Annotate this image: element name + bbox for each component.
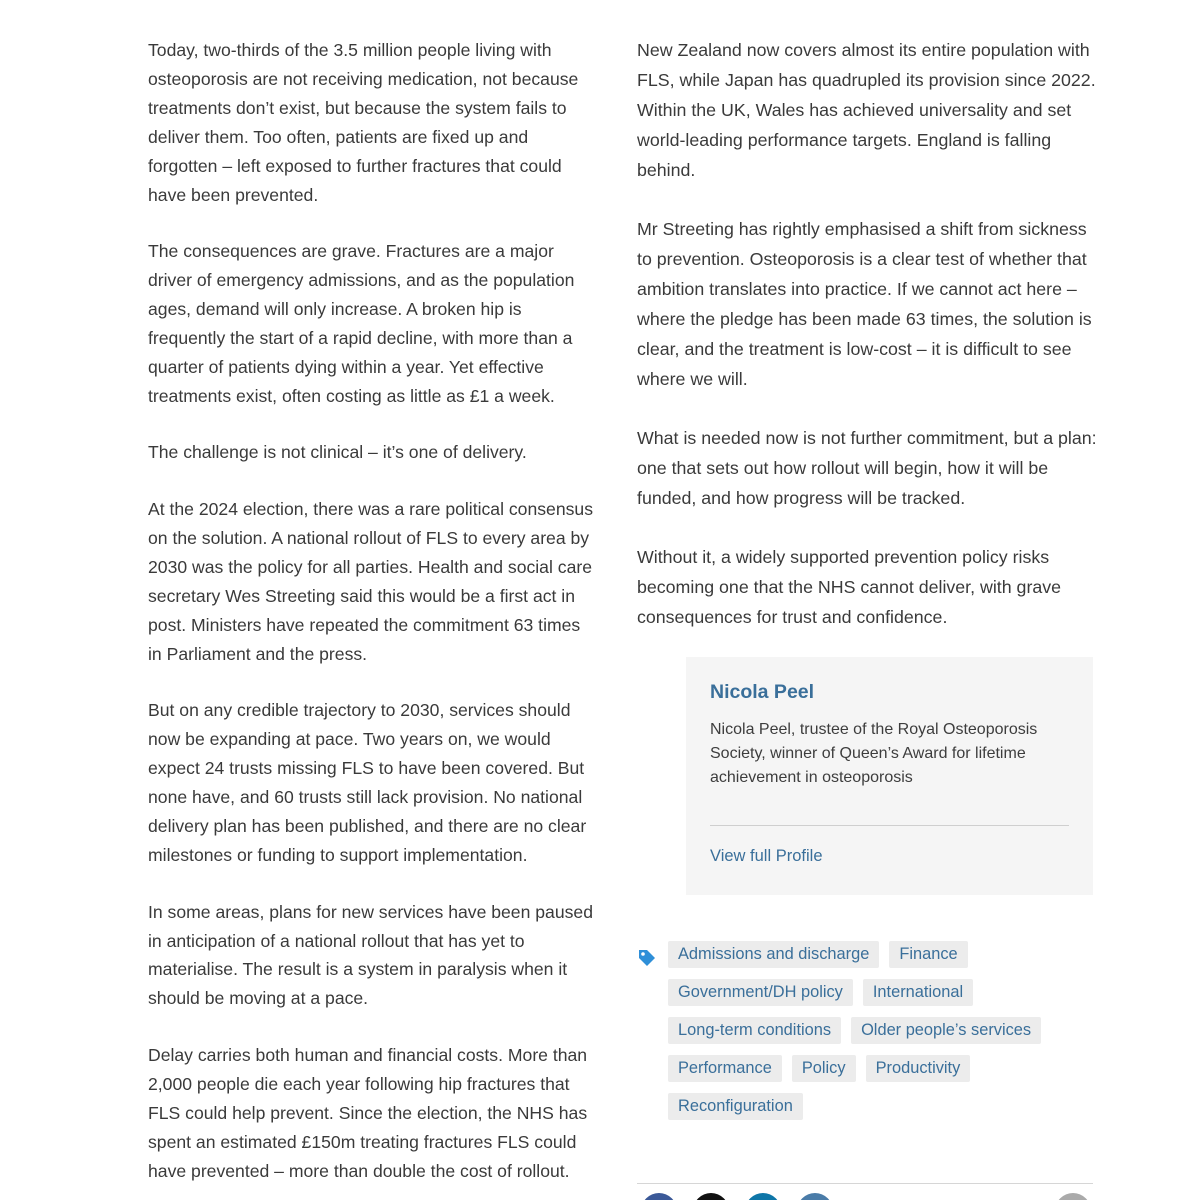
article-paragraph: Mr Streeting has rightly emphasised a shift from sickness to prevention. Osteoporosis is a clear test of whether that ambition translates into practice. If we cannot act here – where the pledge has been made 63 times, the solution is clear, and the treatment is low-cost – it is difficult to see where we will.: [637, 219, 1092, 389]
article-paragraph: The consequences are grave. Fractures are a major driver of emergency admissions, and as the population ages, demand will only increase. A broken hip is frequently the start of a rapid decline, with more than a quarter of patients dying within a year. Yet effective treatments exist, often costing as little as £1 a week.: [148, 241, 575, 406]
email-icon[interactable]: [797, 1193, 833, 1200]
article-paragraph: In some areas, plans for new services have been paused in anticipation of a national rollout that has yet to materialise. The result is a system in paralysis when it should be moving at a pace.: [148, 901, 593, 1009]
tag-finance[interactable]: Finance: [889, 941, 967, 968]
tag-admissions-and-discharge[interactable]: Admissions and discharge: [668, 941, 879, 968]
article-paragraph: Delay carries both human and financial costs. More than 2,000 people die each year following hip fractures that FLS could help prevent. Since the election, the NHS has spent an estimated £150m treating fractures FLS could have prevented – more than double the cost of rollout.: [148, 1045, 588, 1181]
tag-icon: [637, 948, 657, 968]
article-body-left: [148, 36, 594, 1200]
tag-performance[interactable]: Performance: [668, 1055, 782, 1082]
article-paragraph: Today, two-thirds of the 3.5 million people living with osteoporosis are not receiving medication, not because treatments don’t exist, but because the system fails to deliver them. Too often, patients are fixed up and forgotten – left exposed to further fractures that could have been prevented.: [148, 40, 579, 205]
tag-policy[interactable]: Policy: [792, 1055, 856, 1082]
x-icon[interactable]: [693, 1193, 729, 1200]
facebook-icon[interactable]: [641, 1193, 677, 1200]
tag-long-term-conditions[interactable]: Long-term conditions: [668, 1017, 841, 1044]
tag-older-peoples-services[interactable]: Older people’s services: [851, 1017, 1041, 1044]
article-body-right: [637, 35, 1097, 661]
article-paragraph: New Zealand now covers almost its entire population with FLS, while Japan has quadrupled its provision since 2022. Within the UK, Wales has achieved universality and set world-leading performance targets. England is falling behind.: [637, 40, 1096, 180]
tags-divider: [637, 1183, 1093, 1184]
share-row: [637, 1193, 1097, 1200]
tag-international[interactable]: International: [863, 979, 973, 1006]
author-name-link[interactable]: Nicola Peel: [710, 681, 815, 703]
tag-reconfiguration[interactable]: Reconfiguration: [668, 1093, 803, 1120]
author-card: [686, 657, 1093, 895]
author-divider: [710, 825, 1069, 826]
author-bio: Nicola Peel, trustee of the Royal Osteoporosis Society, winner of Queen’s Award for lifetime achievement in osteoporosis: [710, 721, 1038, 786]
article-paragraph: But on any credible trajectory to 2030, services should now be expanding at pace. Two years on, we would expect 24 trusts missing FLS to have been covered. But none have, and 60 trusts still lack provision. No national delivery plan has been published, and there are no clear milestones or funding to support implementation.: [148, 700, 587, 865]
tag-government-dh-policy[interactable]: Government/DH policy: [668, 979, 853, 1006]
more-icon[interactable]: [1055, 1193, 1091, 1200]
tag-list: [668, 941, 1088, 1131]
view-profile-link[interactable]: View full Profile: [710, 847, 823, 865]
tag-productivity[interactable]: Productivity: [866, 1055, 971, 1082]
linkedin-icon[interactable]: [745, 1193, 781, 1200]
article-paragraph: At the 2024 election, there was a rare political consensus on the solution. A national rollout of FLS to every area by 2030 was the policy for all parties. Health and social care secretary Wes Streeting said this would be a first act in post. Ministers have repeated the commitment 63 times in Parliament and the press.: [148, 499, 593, 664]
article-paragraph: Without it, a widely supported prevention policy risks becoming one that the NHS cannot deliver, with grave consequences for trust and confidence.: [637, 547, 1062, 627]
article-paragraph: The challenge is not clinical – it’s one of delivery.: [148, 442, 527, 463]
article-paragraph: What is needed now is not further commitment, but a plan: one that sets out how rollout will begin, how it will be funded, and how progress will be tracked.: [637, 428, 1097, 508]
